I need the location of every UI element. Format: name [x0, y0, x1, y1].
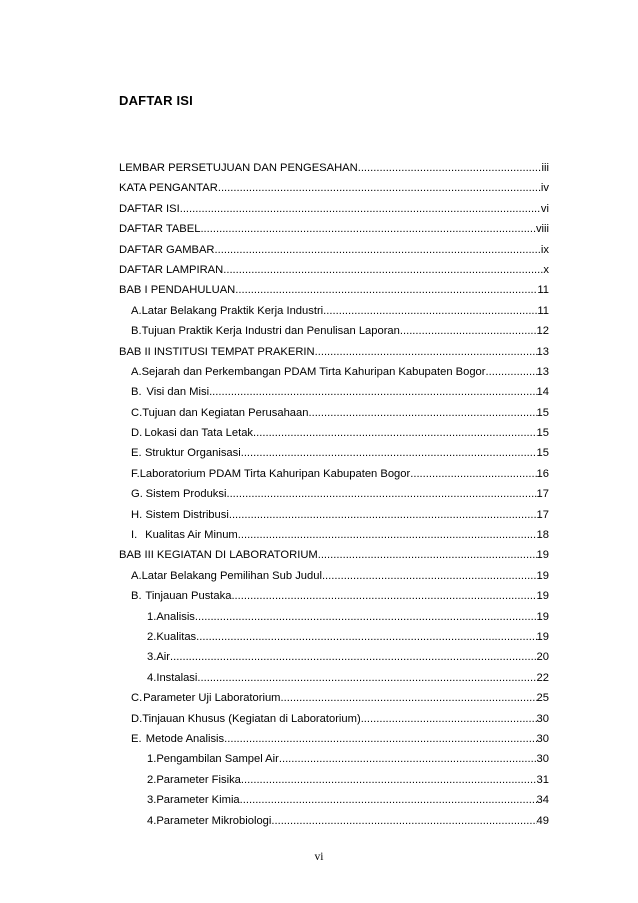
leader-dots	[241, 774, 537, 786]
toc-entry-page: 12	[536, 325, 549, 338]
toc-entry-page: 19	[536, 569, 549, 582]
toc-entry-marker: 4.	[147, 814, 157, 827]
toc-entry-marker: 1.	[147, 753, 157, 766]
toc-entry[interactable]	[119, 325, 549, 345]
toc-entry-page: 18	[536, 529, 549, 542]
toc-entry-marker: A.	[131, 304, 142, 317]
toc-entry-marker: G.	[131, 488, 143, 501]
leader-dots	[238, 529, 537, 541]
toc-entry[interactable]	[119, 509, 549, 529]
toc-entry-marker: H.	[131, 508, 143, 521]
toc-entry-page: 19	[536, 590, 549, 603]
toc-entry-page: iv	[540, 182, 549, 195]
leader-dots	[358, 162, 542, 174]
toc-entry-title: Sistem Produksi	[145, 488, 227, 501]
toc-entry-page: 11	[537, 304, 549, 317]
toc-entry[interactable]	[119, 223, 549, 243]
toc-entry[interactable]	[119, 447, 549, 467]
toc-entry-page: 34	[536, 794, 549, 807]
toc-entry-page: 20	[536, 651, 549, 664]
leader-dots	[226, 488, 536, 500]
toc-entry-page: viii	[535, 223, 549, 236]
toc-entry[interactable]	[119, 794, 549, 814]
toc-entry-title: Metode Analisis	[145, 732, 225, 745]
toc-entry-marker: B.	[131, 590, 142, 603]
toc-entry[interactable]	[119, 611, 549, 631]
toc-entry[interactable]	[119, 549, 549, 569]
toc-entry[interactable]	[119, 305, 549, 325]
toc-entry-page: 11	[537, 284, 549, 297]
leader-dots	[200, 223, 536, 235]
toc-entry-marker: C.	[131, 692, 143, 705]
table-of-contents	[119, 162, 549, 835]
toc-entry-marker: D.	[131, 427, 143, 440]
toc-entry-marker: 3.	[147, 794, 157, 807]
toc-entry-title: DAFTAR TABEL	[119, 223, 201, 236]
toc-entry[interactable]	[119, 713, 549, 733]
toc-entry[interactable]	[119, 672, 549, 692]
toc-entry-page: 31	[536, 773, 549, 786]
toc-entry-marker: E.	[131, 447, 142, 460]
leader-dots	[271, 815, 536, 827]
toc-entry-page: 30	[536, 753, 549, 766]
toc-entry[interactable]	[119, 570, 549, 590]
leader-dots	[322, 570, 537, 582]
toc-entry[interactable]	[119, 692, 549, 712]
toc-entry-page: 14	[536, 386, 549, 399]
leader-dots	[253, 427, 537, 439]
toc-entry-page: 25	[536, 692, 549, 705]
toc-entry-title: LEMBAR PERSETUJUAN DAN PENGESAHAN	[119, 162, 358, 174]
toc-entry-marker: A.	[131, 569, 142, 582]
toc-entry[interactable]	[119, 203, 549, 223]
toc-entry[interactable]	[119, 284, 549, 304]
toc-entry-marker: B.	[131, 325, 142, 338]
toc-entry-marker: 3.	[147, 651, 157, 664]
toc-entry-marker: 2.	[147, 773, 157, 786]
toc-entry-title: Latar Belakang Pemilihan Sub Judul	[141, 569, 322, 582]
toc-entry-title: Pengambilan Sampel Air	[156, 753, 279, 766]
toc-entry-marker: E.	[131, 732, 142, 745]
toc-entry[interactable]	[119, 651, 549, 671]
toc-entry-page: x	[543, 263, 549, 276]
toc-entry[interactable]	[119, 264, 549, 284]
toc-entry[interactable]	[119, 468, 549, 488]
toc-entry[interactable]	[119, 244, 549, 264]
toc-entry-title: Sejarah dan Perkembangan PDAM Tirta Kahuripan Kabupaten Bogor	[141, 365, 486, 378]
toc-entry[interactable]	[119, 815, 549, 835]
toc-entry-page: ix	[540, 243, 549, 256]
page-title: DAFTAR ISI	[119, 93, 193, 108]
toc-entry[interactable]	[119, 366, 549, 386]
leader-dots	[315, 346, 537, 358]
toc-entry-page: 19	[536, 610, 549, 623]
toc-entry-marker: 2.	[147, 630, 157, 643]
toc-entry-marker: C.	[131, 406, 143, 419]
leader-dots	[196, 631, 536, 643]
toc-entry[interactable]	[119, 162, 549, 182]
leader-dots	[308, 407, 536, 419]
leader-dots	[231, 590, 536, 602]
toc-entry-marker: 4.	[147, 671, 157, 684]
leader-dots	[170, 651, 537, 663]
toc-entry-title: Laboratorium PDAM Tirta Kahuripan Kabupaten Bogor	[139, 467, 411, 480]
leader-dots	[235, 284, 537, 296]
toc-entry-page: 30	[536, 712, 549, 725]
toc-entry[interactable]	[119, 182, 549, 202]
leader-dots	[229, 509, 537, 521]
toc-entry-page: 17	[536, 508, 549, 521]
toc-entry-marker: A.	[131, 365, 142, 378]
toc-entry-title: Tujuan Praktik Kerja Industri dan Penulisan Laporan	[141, 325, 400, 338]
toc-entry[interactable]	[119, 774, 549, 794]
toc-entry[interactable]	[119, 488, 549, 508]
toc-entry[interactable]	[119, 407, 549, 427]
toc-entry-title: Parameter Fisika	[156, 773, 241, 786]
toc-entry-title: Sistem Distribusi	[145, 508, 229, 521]
toc-entry-marker: B.	[131, 386, 142, 399]
leader-dots	[197, 672, 536, 684]
toc-entry-title: Kualitas	[156, 630, 197, 643]
toc-entry-page: 22	[536, 671, 549, 684]
toc-entry-marker: F.	[131, 467, 140, 480]
leader-dots	[209, 386, 536, 398]
leader-dots	[400, 325, 537, 337]
toc-entry[interactable]	[119, 386, 549, 406]
toc-entry-title: Lokasi dan Tata Letak	[144, 427, 254, 440]
leader-dots	[223, 264, 543, 276]
toc-entry-title: Struktur Organisasi	[144, 447, 241, 460]
leader-dots	[279, 753, 537, 765]
toc-entry-page: 30	[536, 732, 549, 745]
toc-entry-page: 49	[536, 814, 549, 827]
toc-entry-page: iii	[541, 162, 549, 174]
toc-entry[interactable]	[119, 733, 549, 753]
leader-dots	[195, 611, 537, 623]
toc-entry[interactable]	[119, 753, 549, 773]
leader-dots	[318, 549, 537, 561]
leader-dots	[180, 203, 541, 215]
toc-entry[interactable]	[119, 529, 549, 549]
toc-entry-page: 19	[536, 549, 549, 562]
leader-dots	[215, 244, 541, 256]
toc-entry[interactable]	[119, 427, 549, 447]
toc-entry-title: Latar Belakang Praktik Kerja Industri	[141, 304, 324, 317]
leader-dots	[410, 468, 536, 480]
toc-entry-title: Parameter Mikrobiologi	[156, 814, 272, 827]
toc-entry-title: BAB III KEGIATAN DI LABORATORIUM	[119, 549, 318, 562]
toc-entry-title: DAFTAR GAMBAR	[119, 243, 215, 256]
toc-entry-title: Tinjauan Pustaka	[145, 590, 232, 603]
leader-dots	[361, 713, 537, 725]
toc-entry-title: DAFTAR LAMPIRAN	[119, 263, 224, 276]
toc-entry-page: 15	[536, 406, 549, 419]
toc-entry-title: Parameter Kimia	[156, 794, 240, 807]
toc-entry-title: Tujuan dan Kegiatan Perusahaan	[142, 406, 309, 419]
toc-entry-title: DAFTAR ISI	[119, 202, 180, 215]
leader-dots	[323, 305, 537, 317]
toc-entry-title: BAB I PENDAHULUAN	[119, 284, 236, 297]
toc-entry-page: 13	[536, 365, 549, 378]
leader-dots	[218, 182, 541, 194]
toc-entry-title: Analisis	[156, 610, 195, 623]
toc-entry-title: BAB II INSTITUSI TEMPAT PRAKERIN	[119, 345, 315, 358]
leader-dots	[281, 692, 537, 704]
toc-entry-page: 16	[536, 467, 549, 480]
leader-dots	[241, 447, 537, 459]
toc-entry-page: 15	[536, 447, 549, 460]
toc-entry-page: 13	[536, 345, 549, 358]
toc-entry-marker: I.	[131, 529, 138, 542]
toc-entry-marker: D.	[131, 712, 143, 725]
toc-entry-title: Visi dan Misi	[146, 386, 210, 399]
toc-entry-title: KATA PENGANTAR	[119, 182, 218, 195]
toc-entry-title: Tinjauan Khusus (Kegiatan di Laboratorium)	[142, 712, 361, 725]
toc-entry[interactable]	[119, 631, 549, 651]
toc-entry-marker: 1.	[147, 610, 157, 623]
toc-entry-title: Air	[156, 651, 171, 664]
leader-dots	[224, 733, 536, 745]
toc-entry[interactable]	[119, 590, 549, 610]
toc-entry-page: vi	[540, 202, 549, 215]
toc-entry-page: 15	[536, 427, 549, 440]
toc-entry-title: Kualitas Air Minum	[145, 529, 238, 542]
leader-dots	[486, 366, 537, 378]
toc-entry-page: 17	[536, 488, 549, 501]
toc-entry-title: Instalasi	[156, 671, 198, 684]
page-number: vi	[314, 851, 324, 863]
toc-entry-title: Parameter Uji Laboratorium	[143, 692, 281, 705]
toc-entry-page: 19	[536, 630, 549, 643]
toc-entry[interactable]	[119, 346, 549, 366]
leader-dots	[240, 794, 537, 806]
